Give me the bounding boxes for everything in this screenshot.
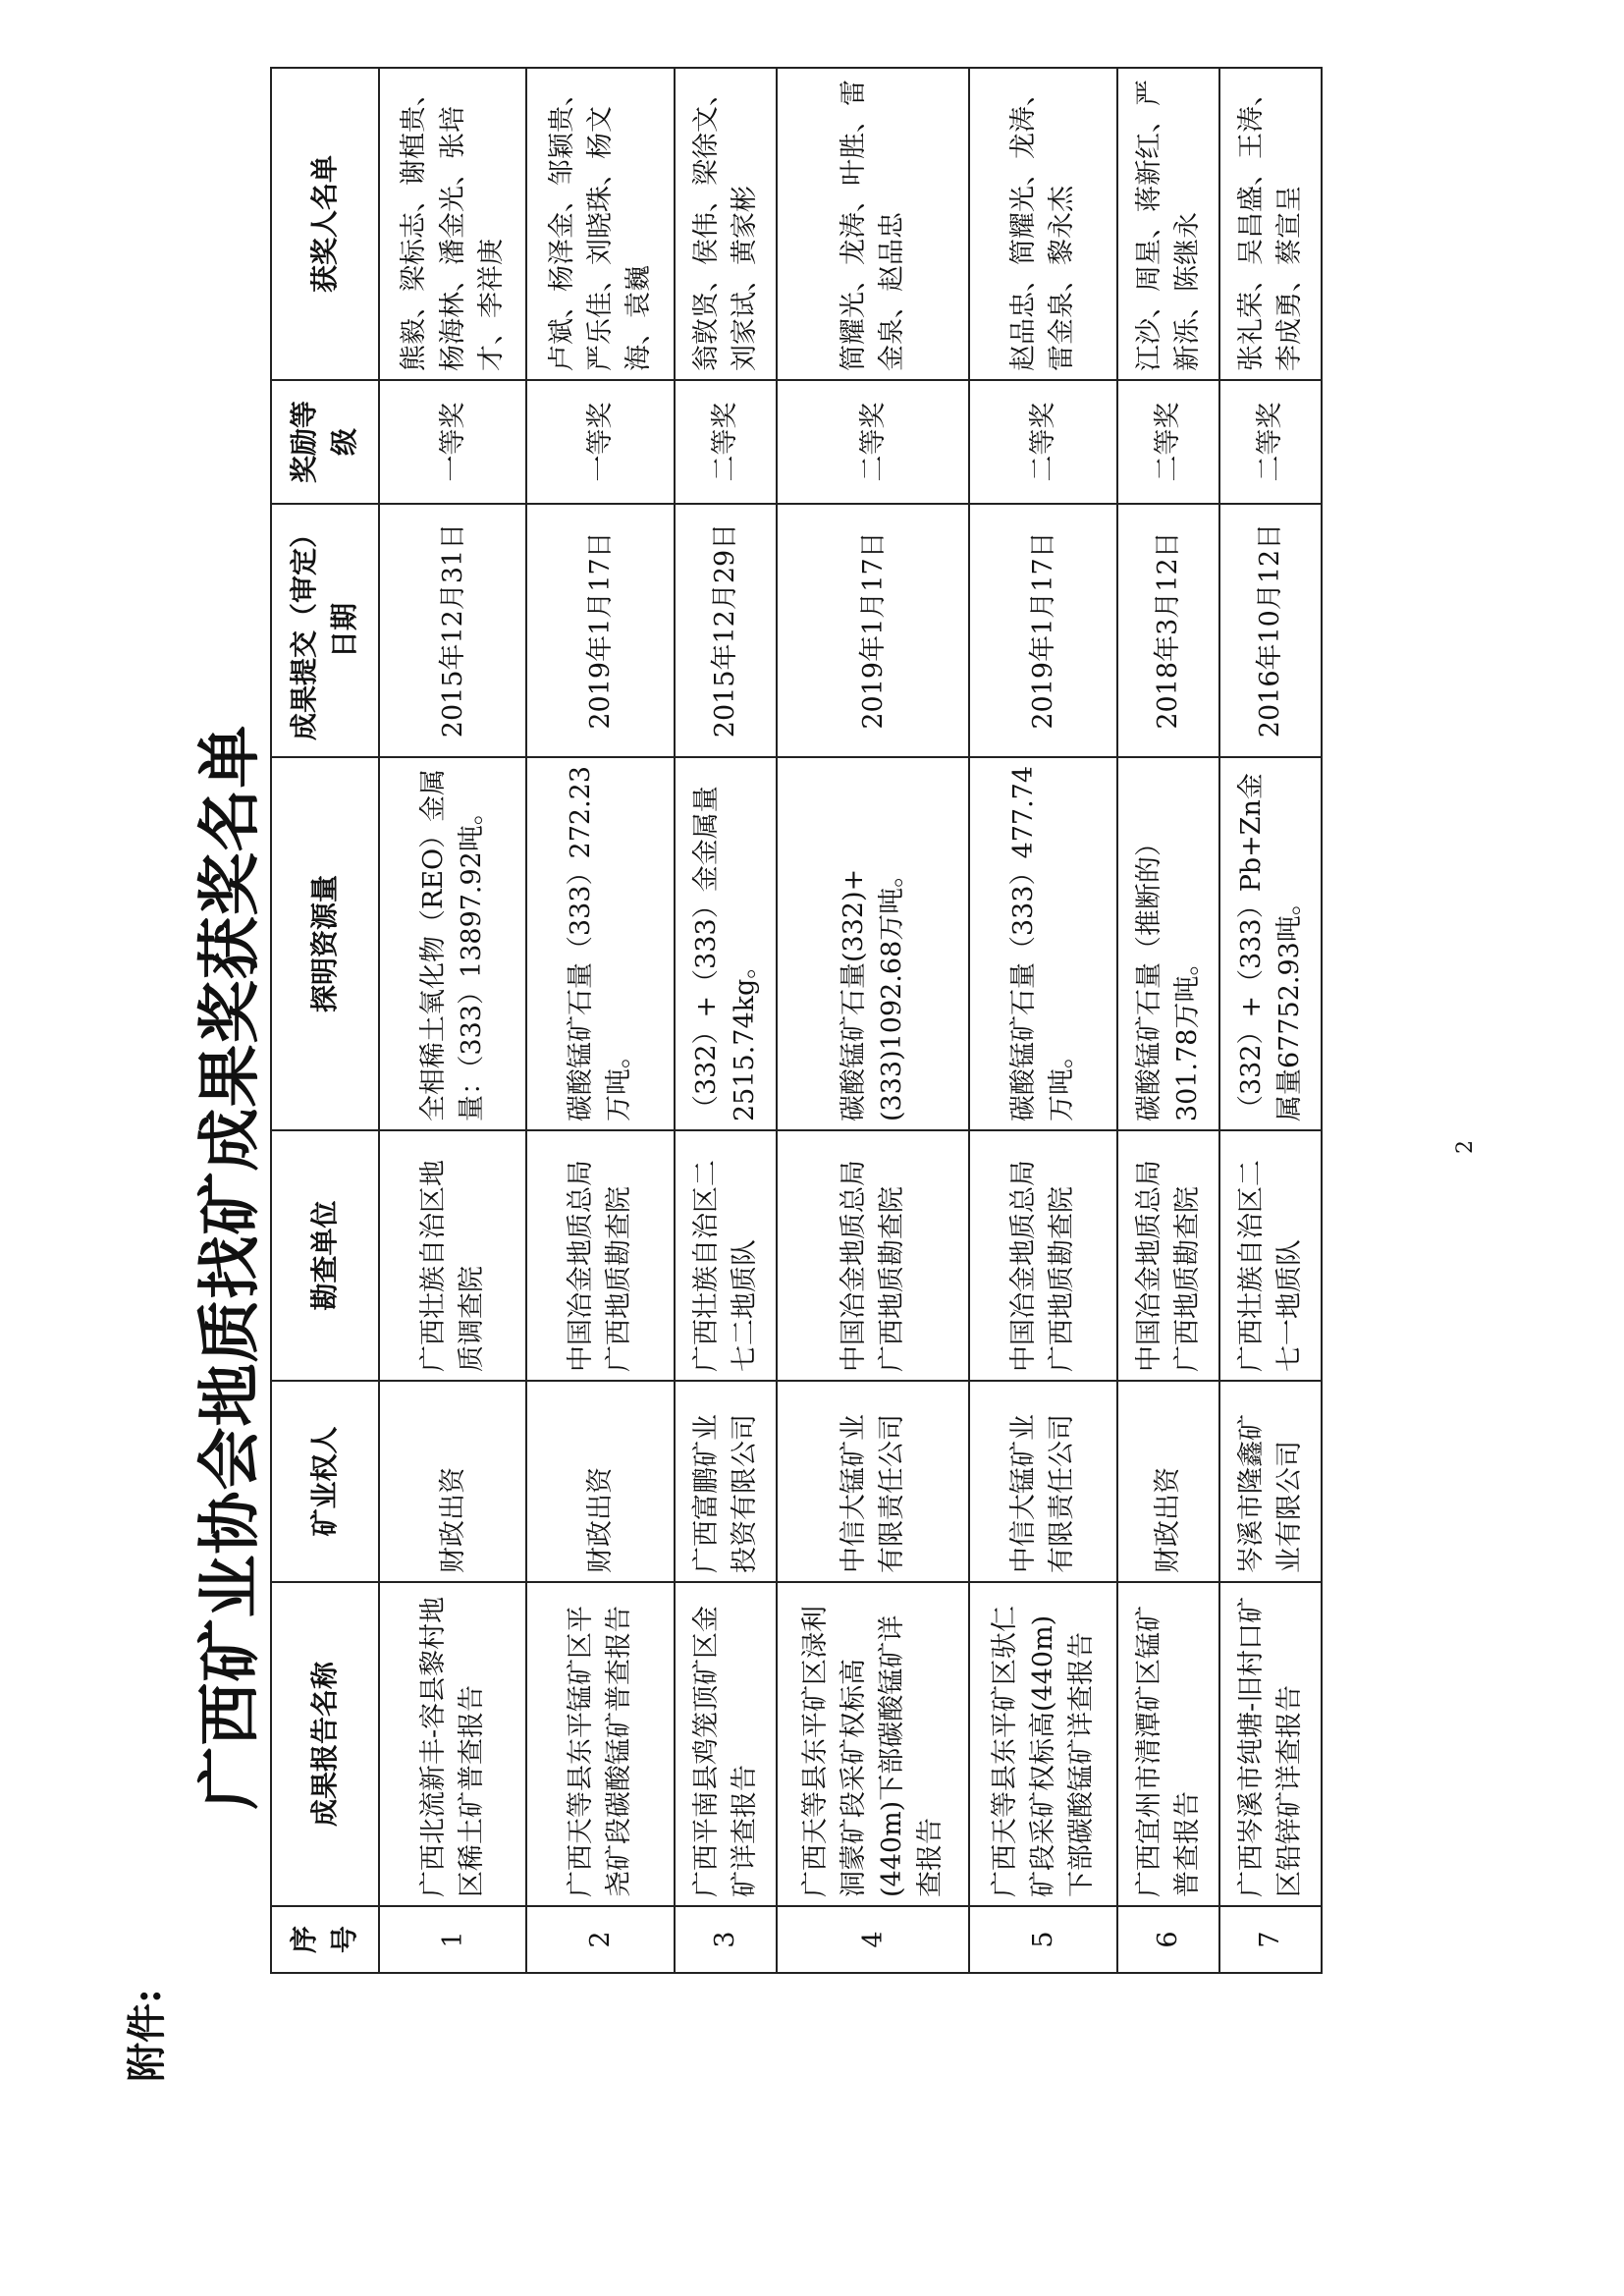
row-level: 二等奖 [1219,380,1322,504]
row-winners: 简耀光、龙涛、叶胜、雷金泉、赵品忠 [777,68,970,380]
row-no: 7 [1219,1906,1322,1973]
row-owner: 岑溪市隆鑫矿业有限公司 [1219,1381,1322,1582]
row-level: 二等奖 [1117,380,1219,504]
row-resource: 碳酸锰矿石量（333）477.74万吨。 [969,757,1116,1130]
column-header-winners: 获奖人名单 [271,68,379,380]
row-no: 4 [777,1906,970,1973]
row-report-name: 广西宜州市清潭矿区锰矿普查报告 [1117,1582,1219,1906]
row-no: 3 [675,1906,777,1973]
table-row [1219,68,1322,1973]
row-date: 2015年12月29日 [675,504,777,757]
row-no: 2 [526,1906,674,1973]
row-no: 6 [1117,1906,1219,1973]
row-level: 二等奖 [969,380,1116,504]
row-unit: 广西壮族自治区地质调查院 [379,1130,526,1381]
row-report-name: 广西岑溪市纯塘-旧村口矿区铅锌矿详查报告 [1219,1582,1322,1906]
row-unit: 广西壮族自治区二七一地质队 [1219,1130,1322,1381]
row-winners: 张礼荣、吴昌盛、王涛、李成勇、蔡宣呈 [1219,68,1322,380]
table-row [969,68,1116,1973]
row-owner: 财政出资 [379,1381,526,1582]
table-row [526,68,674,1973]
award-table [270,67,1323,1974]
row-report-name: 广西天等县东平矿区渌利洞蒙矿段采矿权标高(440m)下部碳酸锰矿详查报告 [777,1582,970,1906]
row-level: 二等奖 [777,380,970,504]
row-resource: 碳酸锰矿石量(332)+(333)1092.68万吨。 [777,757,970,1130]
table-row [675,68,777,1973]
row-level: 一等奖 [526,380,674,504]
row-report-name: 广西天等县东平矿区驮仁矿段采矿权标高(440m)下部碳酸锰矿详查报告 [969,1582,1116,1906]
attachment-label: 附件: [124,1989,170,2082]
column-header-resource: 探明资源量 [271,757,379,1130]
row-unit: 广西壮族自治区二七二地质队 [675,1130,777,1381]
row-report-name: 广西平南县鸡笼顶矿区金矿详查报告 [675,1582,777,1906]
row-owner: 广西富鹏矿业投资有限公司 [675,1381,777,1582]
row-report-name: 广西天等县东平锰矿区平尧矿段碳酸锰矿普查报告 [526,1582,674,1906]
row-owner: 财政出资 [1117,1381,1219,1582]
row-winners: 翁敦贤、侯伟、梁徐文、刘家试、黄家彬 [675,68,777,380]
row-date: 2018年3月12日 [1117,504,1219,757]
row-date: 2016年10月12日 [1219,504,1322,757]
row-no: 1 [379,1906,526,1973]
table-row [1117,68,1219,1973]
column-header-report-name: 成果报告名称 [271,1582,379,1906]
row-date: 2019年1月17日 [526,504,674,757]
row-level: 二等奖 [675,380,777,504]
row-resource: （332）+（333）金金属量2515.74kg。 [675,757,777,1130]
row-unit: 中国冶金地质总局广西地质勘查院 [777,1130,970,1381]
column-header-level: 奖励等级 [271,380,379,504]
table-row [379,68,526,1973]
column-header-unit: 勘查单位 [271,1130,379,1381]
column-header-owner: 矿业权人 [271,1381,379,1582]
row-winners: 熊毅、梁标志、谢植贵、杨海林、潘金光、张培才、李祥庚 [379,68,526,380]
row-date: 2019年1月17日 [969,504,1116,757]
row-unit: 中国冶金地质总局广西地质勘查院 [969,1130,1116,1381]
page-number: 2 [1453,1140,1478,1154]
award-table-container [270,69,1323,1974]
row-level: 一等奖 [379,380,526,504]
row-resource: 碳酸锰矿石量（333）272.23万吨。 [526,757,674,1130]
row-date: 2019年1月17日 [777,504,970,757]
row-owner: 中信大锰矿业有限责任公司 [777,1381,970,1582]
row-owner: 中信大锰矿业有限责任公司 [969,1381,1116,1582]
page-title: 广西矿业协会地质找矿成果奖获奖名单 [193,724,267,1810]
row-winners: 卢斌、杨泽金、邹颖贵、严乐佳、刘晓珠、杨文海、袁巍 [526,68,674,380]
row-resource: 碳酸锰矿石量（推断的）301.78万吨。 [1117,757,1219,1130]
row-winners: 江沙、周星、蒋新红、严新泺、陈继永 [1117,68,1219,380]
column-header-date: 成果提交（审定）日期 [271,504,379,757]
row-owner: 财政出资 [526,1381,674,1582]
row-unit: 中国冶金地质总局广西地质勘查院 [526,1130,674,1381]
row-resource: 全相稀土氧化物（REO）金属量：（333）13897.92吨。 [379,757,526,1130]
row-date: 2015年12月31日 [379,504,526,757]
column-header-no: 序号 [271,1906,379,1973]
table-row [777,68,970,1973]
row-resource: （332）+（333）Pb+Zn金属量67752.93吨。 [1219,757,1322,1130]
row-no: 5 [969,1906,1116,1973]
row-winners: 赵品忠、简耀光、龙涛、雷金泉、黎永杰 [969,68,1116,380]
table-header-row [271,68,379,1973]
row-unit: 中国冶金地质总局广西地质勘查院 [1117,1130,1219,1381]
row-report-name: 广西北流新丰-容县黎村地区稀土矿普查报告 [379,1582,526,1906]
